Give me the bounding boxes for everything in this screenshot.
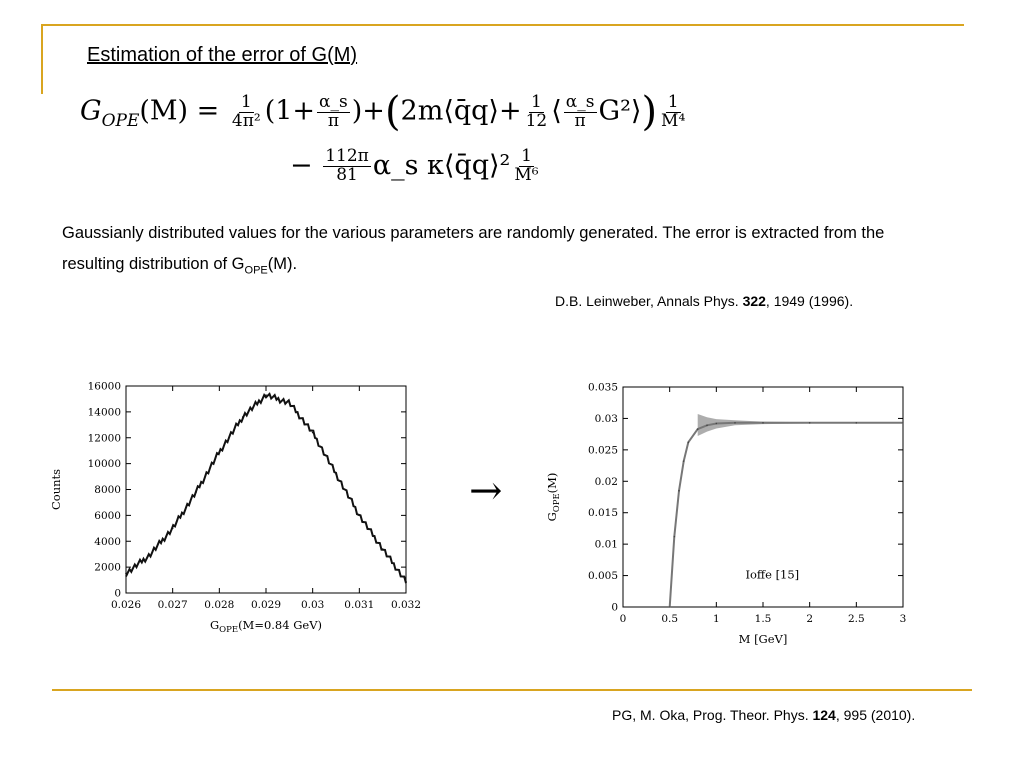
x-tick-label: 0.026 — [110, 599, 142, 611]
fraction-6: $\frac{112\pi}{81}$ — [325, 146, 369, 185]
chart-annotation: Ioffe [15] — [745, 567, 800, 582]
data-point — [683, 460, 685, 462]
data-point — [265, 394, 267, 396]
gope-vs-m-chart — [540, 375, 920, 655]
y-tick-label: 0.035 — [587, 381, 618, 394]
y-tick-label: 0.005 — [587, 570, 618, 583]
y-tick-label: 0 — [611, 601, 618, 614]
fraction-5: $\frac{1}{\text{M⁴}}$ — [661, 91, 686, 131]
formula-lhs-arg: (M) = — [139, 95, 220, 127]
data-point — [716, 423, 718, 425]
data-point — [706, 425, 708, 427]
arrow-symbol: → — [469, 468, 503, 514]
formula-term-3: 2m⟨q̄q⟩+ — [400, 95, 522, 127]
y-tick-label: 2000 — [94, 561, 121, 574]
data-point — [762, 422, 764, 424]
x-tick-label: 1.5 — [754, 613, 772, 625]
x-tick-label: 0.03 — [300, 599, 325, 611]
data-point — [312, 432, 314, 434]
data-point — [902, 422, 904, 424]
formula-minus: − — [290, 149, 313, 181]
x-tick-label: 0.028 — [204, 599, 235, 611]
formula-term-2: )+ — [351, 95, 385, 127]
left-accent-rule — [41, 24, 43, 94]
y-tick-label: 0.015 — [587, 507, 618, 520]
y-axis-label: $G_{OPE}(M)$ — [545, 472, 562, 522]
slide-title: Estimation of the error of G(M) — [87, 44, 358, 66]
data-point — [856, 422, 858, 424]
x-tick-label: 1 — [712, 613, 720, 625]
formula-line-2 — [290, 148, 689, 185]
data-point — [125, 573, 127, 575]
x-tick-label: 0.029 — [250, 599, 282, 611]
y-axis-label: Counts — [49, 468, 63, 511]
x-tick-label: 0.031 — [344, 599, 375, 611]
x-tick-label: 0.032 — [390, 599, 422, 611]
description-sub: OPE — [244, 264, 268, 277]
x-tick-label: 2.5 — [847, 613, 865, 625]
fraction-7: $\frac{1}{\text{M⁶}}$ — [514, 146, 539, 185]
formula-lhs-sub: OPE — [101, 110, 140, 131]
fraction-3: $\frac{1}{12}$ — [525, 91, 548, 131]
y-tick-label: 4000 — [94, 535, 121, 548]
data-point — [289, 402, 291, 404]
fraction-2: $\frac{\alpha\_s}{\pi}$ — [319, 91, 348, 131]
formula-line-1 — [80, 89, 689, 148]
plot-frame — [126, 386, 406, 593]
data-point — [688, 442, 690, 444]
y-tick-label: 12000 — [87, 432, 121, 445]
data-point — [678, 490, 680, 492]
formula-lhs: G — [80, 95, 102, 127]
distribution-line — [126, 394, 406, 583]
fraction-4: $\frac{\alpha\_s}{\pi}$ — [565, 91, 595, 131]
top-accent-rule — [41, 24, 964, 26]
data-point — [335, 473, 337, 475]
left-paren: ( — [384, 89, 401, 135]
reference-leinweber: D.B. Leinweber, Annals Phys. 322, 1949 (1996). — [555, 293, 854, 309]
data-point — [149, 555, 151, 557]
data-point — [669, 606, 671, 608]
data-point — [674, 536, 676, 538]
x-axis-label: M [GeV] — [738, 632, 788, 646]
error-band — [698, 414, 810, 436]
x-tick-label: 0.5 — [661, 613, 679, 625]
y-tick-label: 0.03 — [594, 412, 618, 425]
formula-term-5: G²⟩ — [598, 95, 642, 127]
data-point — [195, 491, 197, 493]
right-paren: ) — [641, 89, 658, 135]
data-point — [405, 581, 407, 583]
x-tick-label: 0.027 — [157, 599, 188, 611]
gope-formula — [80, 89, 689, 185]
data-point — [219, 451, 221, 453]
data-point — [382, 548, 384, 550]
data-point — [809, 422, 811, 424]
formula-term-4: ⟨ — [551, 95, 562, 127]
y-tick-label: 10000 — [87, 458, 121, 471]
histogram-chart — [40, 372, 430, 637]
description-text: Gaussianly distributed values for the various parameters are randomly generated. The error is extracted from the resulting distribution of $G_{OPE}(M)$. — [62, 224, 885, 277]
data-point — [242, 416, 244, 418]
data-point — [172, 528, 174, 530]
reference-gubler-oka: PG, M. Oka, Prog. Theor. Phys. 124, 995 (2010). — [612, 707, 916, 723]
x-axis-label: $G_{OPE}(M=0.84$ GeV) — [209, 618, 323, 635]
y-tick-label: 0 — [114, 587, 121, 600]
y-tick-label: 16000 — [87, 380, 121, 393]
y-tick-label: 6000 — [94, 509, 121, 522]
y-tick-label: 0.01 — [594, 538, 618, 551]
x-tick-label: 3 — [899, 613, 907, 625]
data-point — [697, 428, 699, 430]
x-tick-label: 2 — [806, 613, 814, 625]
y-tick-label: 0.02 — [594, 475, 618, 488]
y-tick-label: 14000 — [87, 406, 121, 419]
formula-term-1: (1+ — [264, 95, 316, 127]
fraction-1: $\frac{1}{\text{4π²}}$ — [231, 91, 261, 131]
y-tick-label: 0.025 — [587, 444, 618, 457]
formula-line2-term: α_s κ⟨q̄q⟩² — [372, 149, 511, 181]
bottom-accent-rule — [52, 689, 972, 691]
y-tick-label: 8000 — [94, 484, 121, 496]
x-tick-label: 0 — [619, 613, 627, 625]
data-point — [359, 515, 361, 517]
data-point — [734, 422, 736, 424]
